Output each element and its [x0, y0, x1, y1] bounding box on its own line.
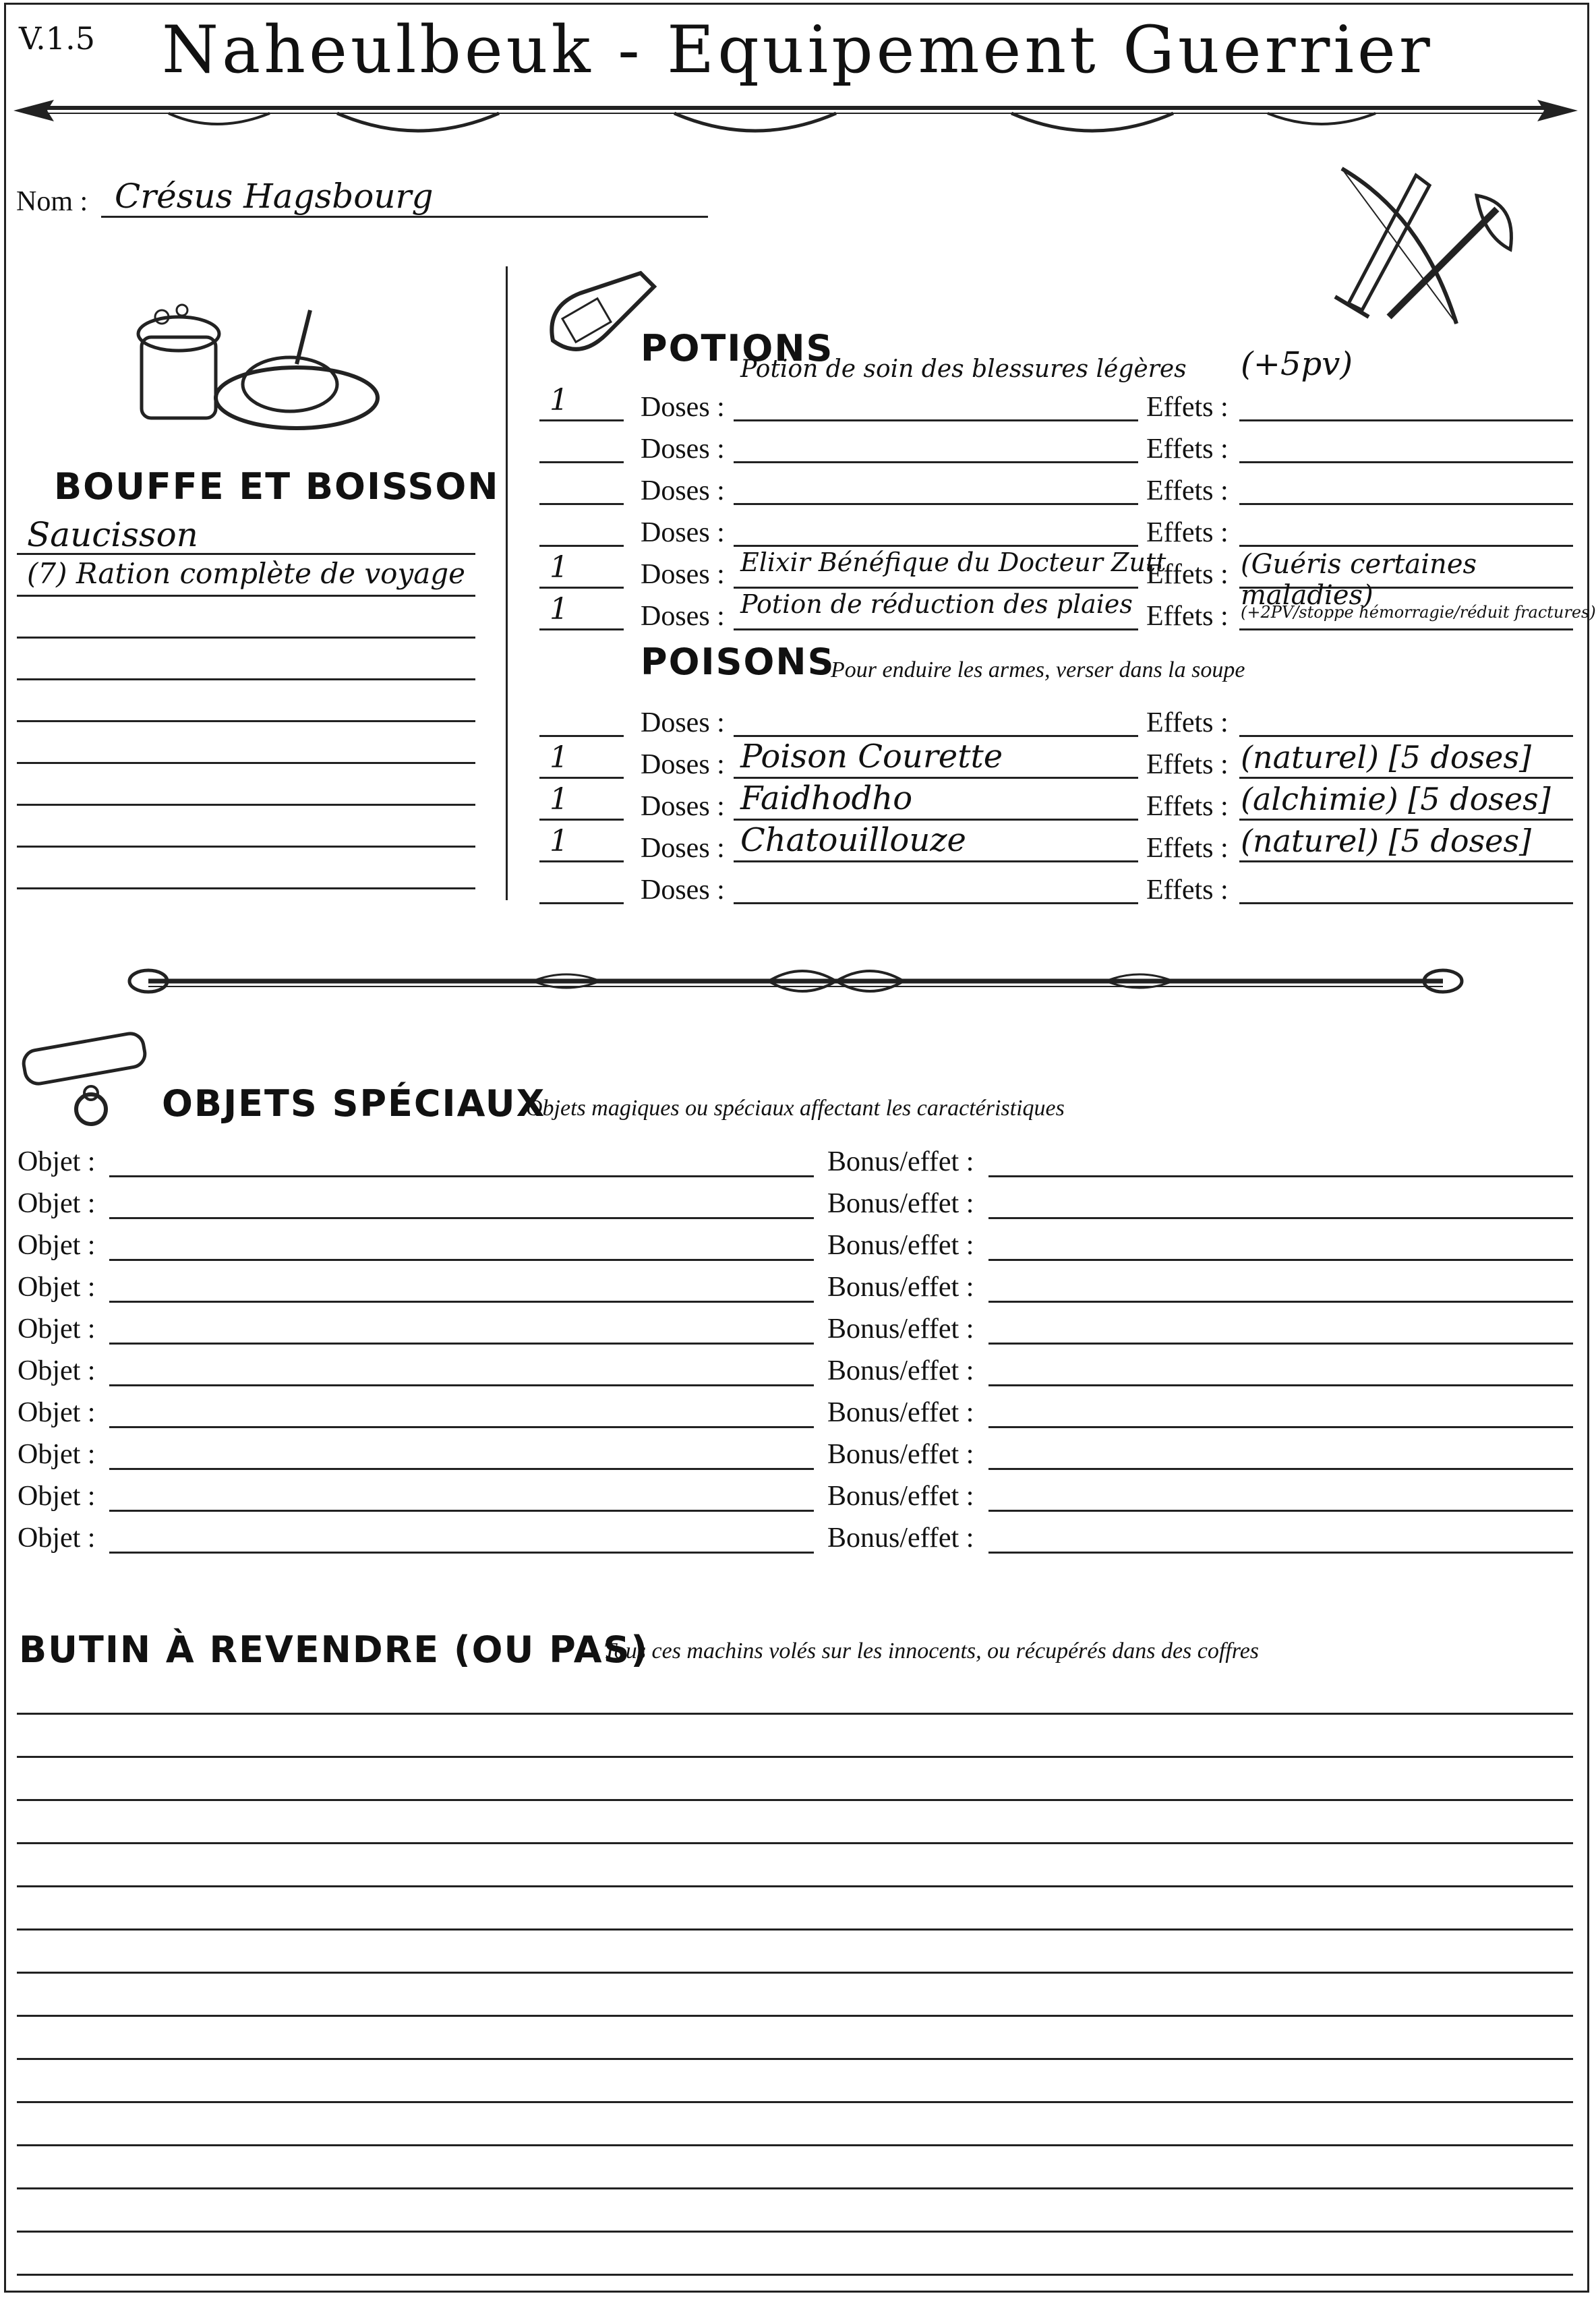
qty-line — [539, 503, 624, 505]
effect-line — [1239, 902, 1573, 904]
effect-line — [1239, 545, 1573, 547]
doses-label: Doses : — [641, 707, 725, 738]
loot-line[interactable] — [17, 2144, 1573, 2146]
name-underline — [101, 216, 708, 218]
object-field[interactable] — [109, 1301, 814, 1303]
bonus-label: Bonus/effet : — [827, 1188, 974, 1219]
food-line — [17, 595, 475, 597]
loot-line[interactable] — [17, 2101, 1573, 2103]
food-line — [17, 846, 475, 848]
food-line — [17, 762, 475, 764]
object-label: Objet : — [18, 1188, 96, 1219]
object-field[interactable] — [109, 1343, 814, 1345]
qty-line — [539, 461, 624, 463]
effects-label: Effets : — [1146, 707, 1229, 738]
effect-field[interactable]: (alchimie) [5 doses] — [1241, 781, 1551, 817]
doses-label: Doses : — [641, 833, 725, 864]
potions-heading: POTIONS — [641, 327, 834, 370]
qty-line — [539, 419, 624, 421]
scroll-and-ring-icon — [17, 1028, 152, 1129]
object-field[interactable] — [109, 1259, 814, 1261]
bonus-field[interactable] — [988, 1468, 1573, 1470]
column-divider — [506, 266, 508, 900]
bonus-field[interactable] — [988, 1552, 1573, 1554]
object-field[interactable] — [109, 1468, 814, 1470]
qty-line — [539, 735, 624, 737]
qty-line — [539, 902, 624, 904]
effect-line — [1239, 461, 1573, 463]
qty-field[interactable]: 1 — [550, 740, 568, 775]
loot-line[interactable] — [17, 1756, 1573, 1758]
doses-label: Doses : — [641, 791, 725, 822]
object-label: Objet : — [18, 1272, 96, 1303]
loot-line[interactable] — [17, 1799, 1573, 1801]
effect-line — [1239, 819, 1573, 821]
item-name-field[interactable]: Chatouillouze — [740, 821, 966, 859]
object-label: Objet : — [18, 1146, 96, 1177]
name-line — [734, 777, 1138, 779]
bonus-label: Bonus/effet : — [827, 1481, 974, 1512]
item-name-field[interactable]: Faidhodho — [740, 779, 913, 817]
version-label: V.1.5 — [19, 20, 95, 57]
qty-line — [539, 777, 624, 779]
doses-label: Doses : — [641, 392, 725, 423]
effects-label: Effets : — [1146, 875, 1229, 906]
qty-line — [539, 587, 624, 589]
loot-line[interactable] — [17, 2274, 1573, 2276]
food-line — [17, 887, 475, 889]
object-label: Objet : — [18, 1397, 96, 1428]
effect-field[interactable]: (Guéris certaines maladies) — [1241, 549, 1477, 611]
qty-field[interactable]: 1 — [550, 592, 568, 626]
poisons-heading: POISONS — [641, 641, 835, 683]
effect-field[interactable]: (+5pv) — [1241, 345, 1353, 383]
bonus-label: Bonus/effet : — [827, 1272, 974, 1303]
name-line — [734, 461, 1138, 463]
name-field[interactable]: Crésus Hagsbourg — [115, 177, 434, 216]
doses-label: Doses : — [641, 517, 725, 548]
name-line — [734, 587, 1138, 589]
object-field[interactable] — [109, 1384, 814, 1386]
bonus-field[interactable] — [988, 1426, 1573, 1428]
object-label: Objet : — [18, 1355, 96, 1386]
food-item[interactable]: (7) Ration complète de voyage — [27, 557, 465, 590]
object-field[interactable] — [109, 1426, 814, 1428]
staff-divider-icon — [128, 961, 1463, 1001]
name-line — [734, 503, 1138, 505]
qty-line — [539, 628, 624, 630]
loot-line[interactable] — [17, 2231, 1573, 2233]
effects-label: Effets : — [1146, 434, 1229, 465]
effects-label: Effets : — [1146, 475, 1229, 506]
food-line — [17, 720, 475, 722]
bonus-field[interactable] — [988, 1217, 1573, 1219]
name-line — [734, 545, 1138, 547]
qty-field[interactable]: 1 — [550, 782, 568, 817]
object-field[interactable] — [109, 1217, 814, 1219]
effect-line — [1239, 503, 1573, 505]
object-field[interactable] — [109, 1175, 814, 1177]
effect-field[interactable]: (naturel) [5 doses] — [1241, 739, 1531, 775]
doses-label: Doses : — [641, 749, 725, 780]
qty-field[interactable]: 1 — [550, 383, 568, 417]
effects-label: Effets : — [1146, 559, 1229, 590]
item-name-field[interactable]: Potion de soin des blessures légères — [740, 355, 1187, 383]
bonus-field[interactable] — [988, 1510, 1573, 1512]
qty-field[interactable]: 1 — [550, 550, 568, 585]
doses-label: Doses : — [641, 434, 725, 465]
effects-label: Effets : — [1146, 517, 1229, 548]
page-title: Naheulbeuk - Equipement Guerrier — [162, 12, 1434, 88]
effects-label: Effets : — [1146, 601, 1229, 632]
bonus-label: Bonus/effet : — [827, 1314, 974, 1345]
food-item[interactable]: Saucisson — [27, 515, 198, 554]
food-and-drink-icon — [135, 297, 378, 438]
effect-field[interactable]: (+2PV/stoppe hémorragie/réduit fractures) — [1241, 603, 1596, 622]
bonus-label: Bonus/effet : — [827, 1146, 974, 1177]
bonus-field[interactable] — [988, 1384, 1573, 1386]
poisons-subtitle: Pour enduire les armes, verser dans la soupe — [831, 657, 1245, 682]
loot-line[interactable] — [17, 1972, 1573, 1974]
object-label: Objet : — [18, 1230, 96, 1261]
food-line — [17, 804, 475, 806]
food-line — [17, 678, 475, 680]
qty-line — [539, 819, 624, 821]
crossed-weapons-icon — [1322, 155, 1524, 344]
effect-field[interactable]: (naturel) [5 doses] — [1241, 823, 1531, 859]
loot-line[interactable] — [17, 2187, 1573, 2189]
object-label: Objet : — [18, 1314, 96, 1345]
special-subtitle: Objets magiques ou spéciaux affectant les caractéristiques — [526, 1096, 1065, 1121]
effect-line — [1239, 860, 1573, 862]
item-name-field[interactable]: Potion de réduction des plaies — [740, 589, 1133, 619]
doses-label: Doses : — [641, 559, 725, 590]
loot-heading: BUTIN À REVENDRE (OU PAS) — [19, 1628, 649, 1671]
effects-label: Effets : — [1146, 749, 1229, 780]
doses-label: Doses : — [641, 475, 725, 506]
bonus-label: Bonus/effet : — [827, 1230, 974, 1261]
object-field[interactable] — [109, 1510, 814, 1512]
qty-line — [539, 545, 624, 547]
food-heading: BOUFFE ET BOISSON — [54, 465, 500, 508]
effect-line — [1239, 419, 1573, 421]
food-line — [17, 637, 475, 639]
doses-label: Doses : — [641, 875, 725, 906]
bonus-label: Bonus/effet : — [827, 1439, 974, 1470]
bonus-label: Bonus/effet : — [827, 1355, 974, 1386]
name-line — [734, 628, 1138, 630]
bonus-field[interactable] — [988, 1343, 1573, 1345]
item-name-field[interactable]: Poison Courette — [740, 738, 1003, 775]
bonus-field[interactable] — [988, 1259, 1573, 1261]
effect-line — [1239, 777, 1573, 779]
effects-label: Effets : — [1146, 833, 1229, 864]
name-line — [734, 735, 1138, 737]
effects-label: Effets : — [1146, 791, 1229, 822]
name-label: Nom : — [16, 186, 88, 217]
name-line — [734, 902, 1138, 904]
effect-line — [1239, 735, 1573, 737]
name-line — [734, 819, 1138, 821]
bonus-field[interactable] — [988, 1175, 1573, 1177]
bonus-field[interactable] — [988, 1301, 1573, 1303]
object-label: Objet : — [18, 1481, 96, 1512]
qty-line — [539, 860, 624, 862]
effects-label: Effets : — [1146, 392, 1229, 423]
object-label: Objet : — [18, 1439, 96, 1470]
loot-line[interactable] — [17, 1713, 1573, 1715]
name-line — [734, 860, 1138, 862]
special-heading: OBJETS SPÉCIAUX — [162, 1082, 546, 1125]
qty-field[interactable]: 1 — [550, 824, 568, 858]
doses-label: Doses : — [641, 601, 725, 632]
object-label: Objet : — [18, 1523, 96, 1554]
name-line — [734, 419, 1138, 421]
bonus-label: Bonus/effet : — [827, 1523, 974, 1554]
loot-line[interactable] — [17, 1842, 1573, 1844]
item-name-field[interactable]: Elixir Bénéfique du Docteur Zutt — [740, 548, 1166, 577]
object-field[interactable] — [109, 1552, 814, 1554]
loot-line[interactable] — [17, 2015, 1573, 2017]
loot-subtitle: Tous ces machins volés sur les innocents, ou récupérés dans des coffres — [603, 1639, 1260, 1663]
loot-line[interactable] — [17, 2058, 1573, 2060]
loot-line[interactable] — [17, 1885, 1573, 1887]
spear-divider-icon — [13, 88, 1578, 142]
bonus-label: Bonus/effet : — [827, 1397, 974, 1428]
effect-line — [1239, 628, 1573, 630]
loot-line[interactable] — [17, 1928, 1573, 1931]
